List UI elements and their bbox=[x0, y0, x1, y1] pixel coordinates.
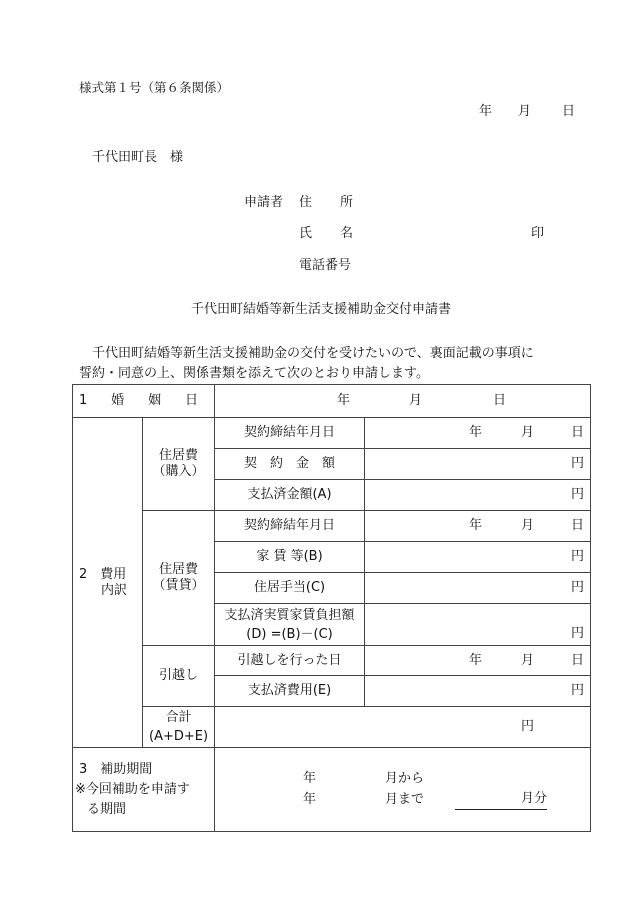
marriage-date-label: 1 婚 姻 日 bbox=[73, 385, 215, 418]
document-title: 千代田町結婚等新生活支援補助金交付申請書 bbox=[191, 302, 452, 317]
contract-amount-field[interactable]: 円 bbox=[365, 449, 591, 480]
date-month-label: 月 bbox=[518, 104, 532, 119]
period-label: 3 補助期間 ※今回補助を申請す る期間 bbox=[73, 748, 215, 832]
address-label-2: 所 bbox=[340, 195, 354, 210]
paid-amount-a-label: 支払済金額(A) bbox=[215, 480, 365, 511]
rent-b-label: 家 賃 等(B) bbox=[215, 542, 365, 573]
contract-amount-label: 契 約 金 額 bbox=[215, 449, 365, 480]
rent-contract-date-label: 契約締結年月日 bbox=[215, 511, 365, 542]
allowance-c-label: 住居手当(C) bbox=[215, 573, 365, 604]
total-label: 合計 (A+D+E) bbox=[143, 707, 215, 748]
intro-line-2: 誓約・同意の上、関係書類を添えて次のとおり申請します。 bbox=[79, 366, 429, 381]
addressee: 千代田町長 様 bbox=[92, 150, 184, 165]
phone-label: 電話番号 bbox=[299, 258, 352, 273]
moving-label: 引越し bbox=[143, 646, 215, 707]
months-blank[interactable] bbox=[455, 795, 521, 810]
burden-d-label: 支払済実質家賃負担額 (D) =(B)－(C) bbox=[215, 604, 365, 646]
marriage-date-field[interactable]: 年 月 日 bbox=[215, 385, 591, 418]
purchase-contract-date-label: 契約締結年月日 bbox=[215, 418, 365, 449]
allowance-c-field[interactable]: 円 bbox=[365, 573, 591, 604]
name-label-1: 氏 bbox=[299, 226, 313, 241]
moving-cost-e-label: 支払済費用(E) bbox=[215, 676, 365, 707]
name-label-2: 名 bbox=[340, 226, 354, 241]
rent-b-field[interactable]: 円 bbox=[365, 542, 591, 573]
rent-contract-date-field[interactable]: 年 月 日 bbox=[365, 511, 591, 542]
period-field[interactable]: 年 月から 年 月まで 月分 bbox=[215, 748, 591, 832]
intro-line-1: 千代田町結婚等新生活支援補助金の交付を受けたいので、裏面記載の事項に bbox=[92, 346, 534, 361]
moving-date-field[interactable]: 年 月 日 bbox=[365, 646, 591, 676]
housing-rent-label: 住居費 （賃貸） bbox=[143, 511, 215, 646]
moving-cost-e-field[interactable]: 円 bbox=[365, 676, 591, 707]
form-number: 様式第１号（第６条関係） bbox=[79, 80, 230, 95]
burden-d-field[interactable]: 円 bbox=[365, 604, 591, 646]
date-day-label: 日 bbox=[562, 104, 576, 119]
total-field[interactable]: 円 bbox=[215, 707, 591, 748]
housing-purchase-label: 住居費 （購入） bbox=[143, 418, 215, 511]
moving-date-label: 引越しを行った日 bbox=[215, 646, 365, 676]
paid-amount-a-field[interactable]: 円 bbox=[365, 480, 591, 511]
address-label-1: 住 bbox=[299, 195, 313, 210]
seal-mark: 印 bbox=[531, 226, 545, 241]
cost-breakdown-label: 2 費用 内訳 bbox=[73, 418, 143, 748]
applicant-label: 申請者 bbox=[244, 195, 284, 210]
purchase-contract-date-field[interactable]: 年 月 日 bbox=[365, 418, 591, 449]
application-table bbox=[72, 384, 591, 832]
date-year-label: 年 bbox=[479, 104, 493, 119]
